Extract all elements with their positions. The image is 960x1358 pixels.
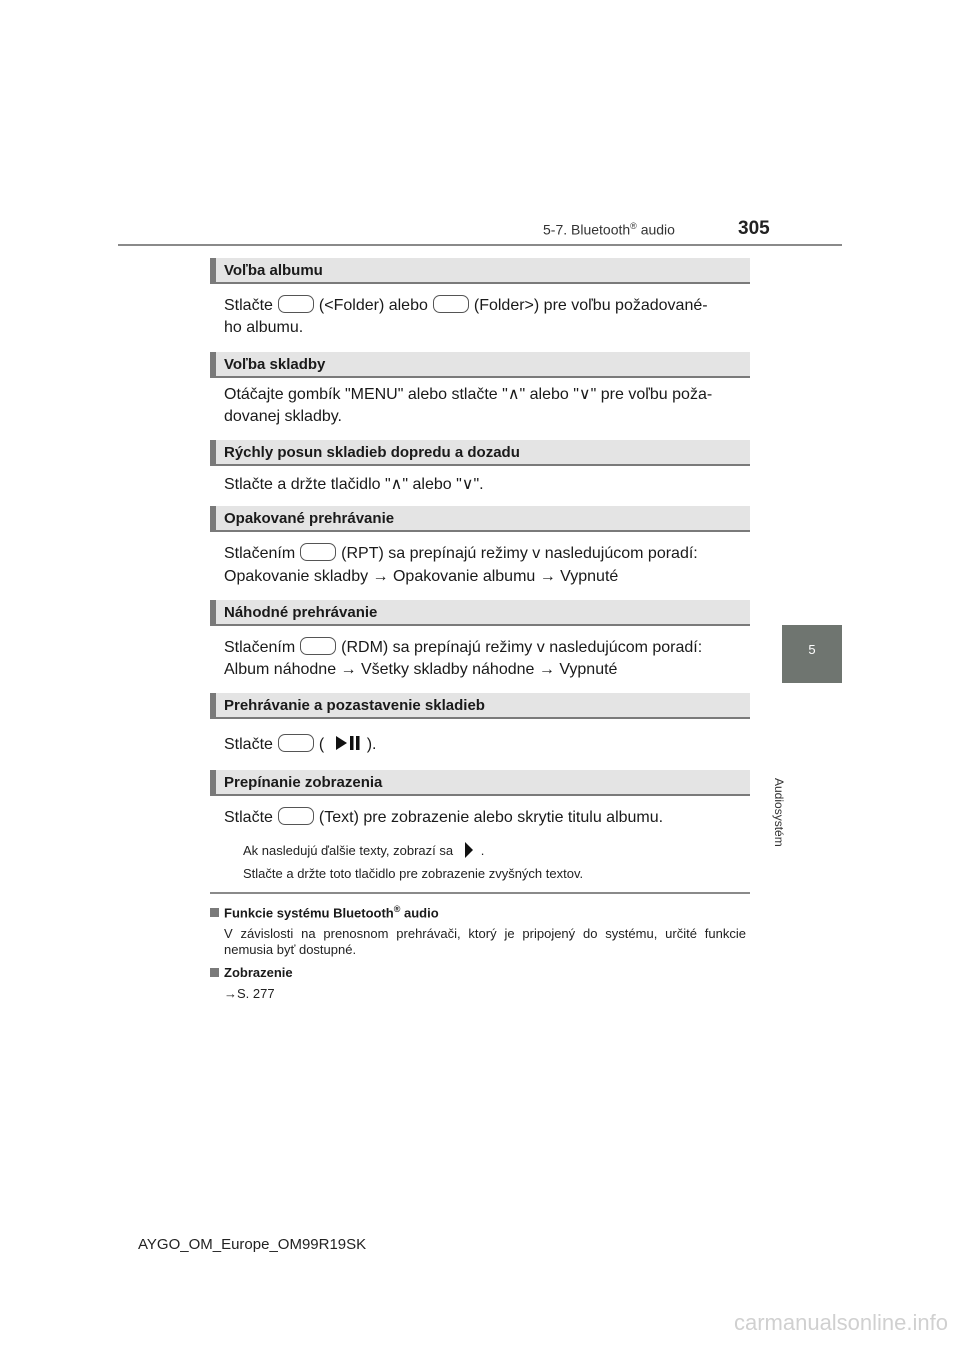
chapter-tab: 5 [782, 625, 842, 683]
square-bullet-icon [210, 908, 219, 917]
section-heading [210, 506, 750, 532]
section-heading [210, 770, 750, 796]
paragraph: Stlačte (<Folder) alebo (Folder>) pre voľbu požadované- [224, 297, 708, 314]
page-reference-link[interactable]: →S. 277 [224, 986, 275, 1001]
note-title: Zobrazenie [210, 965, 293, 980]
registered-mark: ® [630, 221, 637, 231]
section-heading [210, 693, 750, 719]
chapter-label [772, 690, 806, 847]
section-title: Voľba skladby [224, 356, 326, 373]
paragraph: Otáčajte gombík "MENU" alebo stlačte "∧" alebo "∨" pre voľbu poža- [224, 386, 713, 403]
section-title: Voľba albumu [224, 262, 323, 279]
note-body: V závislosti na prenosnom prehrávači, ktorý je pripojený do systému, určité funkcie nemusia byť dostupné. [224, 926, 746, 957]
section-heading [210, 258, 750, 284]
section-title: Prepínanie zobrazenia [224, 774, 383, 791]
paragraph: Stlačením (RPT) sa prepínajú režimy v nasledujúcom poradí: [224, 545, 698, 562]
button-icon [300, 543, 336, 561]
footer-doc-id: AYGO_OM_Europe_OM99R19SK [138, 1236, 367, 1253]
paragraph: Album náhodne → Všetky skladby náhodne → Vypnuté [224, 661, 618, 678]
button-icon [278, 734, 314, 752]
play-pause-icon [333, 734, 363, 752]
paragraph: ho albumu. [224, 319, 304, 336]
section-heading [210, 600, 750, 626]
button-icon [300, 637, 336, 655]
button-icon [278, 295, 314, 313]
watermark: carmanualsonline.info [733, 1310, 948, 1335]
button-icon [278, 807, 314, 825]
section-title: Opakované prehrávanie [224, 510, 395, 527]
section-title: Náhodné prehrávanie [224, 604, 378, 621]
header-rule [118, 244, 842, 246]
note-title: Funkcie systému Bluetooth® audio [210, 904, 439, 920]
paragraph-small: Ak nasledujú ďalšie texty, zobrazí sa . [243, 843, 485, 858]
section-name: 5-7. Bluetooth [543, 221, 631, 238]
chapter-label-text: Audiosystém [772, 778, 786, 847]
paragraph: Stlačte a držte tlačidlo "∧" alebo "∨". [224, 476, 484, 493]
arrow-right-icon [461, 841, 477, 859]
page-number: 305 [738, 218, 770, 239]
paragraph: Stlačením (RDM) sa prepínajú režimy v nasledujúcom poradí: [224, 639, 703, 656]
separator [210, 892, 750, 894]
section-name-suffix: audio [636, 221, 675, 238]
paragraph: Stlačte ( ). [224, 736, 377, 753]
section-heading [210, 440, 750, 466]
paragraph-small: Stlačte a držte toto tlačidlo pre zobrazenie zvyšných textov. [243, 866, 584, 881]
paragraph: Opakovanie skladby → Opakovanie albumu → Vypnuté [224, 568, 619, 585]
section-header [543, 221, 675, 238]
button-icon [433, 295, 469, 313]
section-title: Prehrávanie a pozastavenie skladieb [224, 697, 485, 714]
paragraph: dovanej skladby. [224, 408, 342, 425]
section-title: Rýchly posun skladieb dopredu a dozadu [224, 444, 520, 461]
square-bullet-icon [210, 968, 219, 977]
section-heading [210, 352, 750, 378]
paragraph: Stlačte (Text) pre zobrazenie alebo skrytie titulu albumu. [224, 809, 664, 826]
